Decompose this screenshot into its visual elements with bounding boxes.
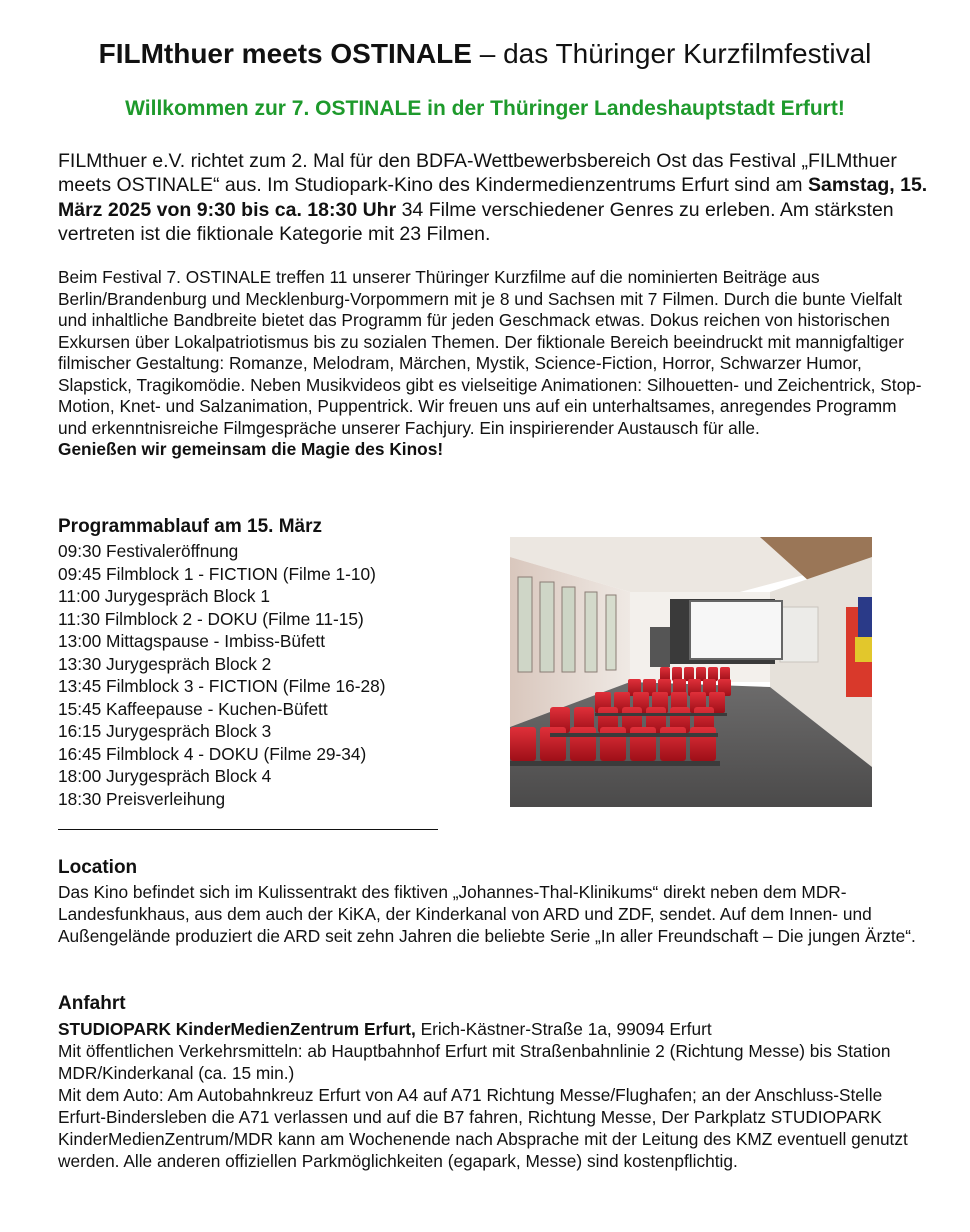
program-list bbox=[58, 540, 385, 810]
page-title bbox=[0, 38, 970, 70]
venue-address: Erich-Kästner-Straße 1a, 99094 Erfurt bbox=[415, 1019, 712, 1039]
program-item: 18:00 Jurygespräch Block 4 bbox=[58, 766, 272, 786]
intro-text-after: 34 Filme verschiedener Genres zu erleben. Am stärksten vertreten ist die fiktionale Kategorie mit 23 Filmen. bbox=[58, 198, 894, 245]
program-item: 13:30 Jurygespräch Block 2 bbox=[58, 653, 272, 674]
section-divider bbox=[58, 829, 438, 830]
venue-line bbox=[58, 1018, 928, 1040]
directions-heading: Anfahrt bbox=[58, 993, 126, 1014]
festival-paragraph bbox=[58, 267, 928, 461]
cinema-photo-illustration bbox=[510, 537, 872, 807]
festival-text: Beim Festival 7. OSTINALE treffen 11 unserer Thüringer Kurzfilme auf die nominierten Beiträge aus Berlin/Brandenburg und Mecklenburg-Vorpommern mit je 8 und Sachsen mit 7 Filmen. Durch die bunte Vielfalt und inhaltliche Bandbreite bietet das Programm für jeden Geschmack etwas. Dokus reichen von historischen Exkursen über Lokalpatriotismus bis zu sozialen Themen. Der fiktionale Bereich beeindruckt mit mannigfaltiger filmischer Gestaltung: Romanze, Melodram, Märchen, Mystik, Science-Fiction, Horror, Schwarzer Humor, Slapstick, Tragikomödie. Neben Musikvideos gibt es vielseitige Animationen: Silhouetten- und Zeichentrick, Stop-Motion, Knet- und Salzanimation, Puppentrick. Wir freuen uns auf ein unterhaltsames, anregendes Programm und erkenntnisreiche Filmgespräche unserer Fachjury. Ein inspirierender Austausch für alle. bbox=[58, 267, 922, 438]
program-item: 16:15 Jurygespräch Block 3 bbox=[58, 721, 272, 741]
intro-text-before: FILMthuer e.V. richtet zum 2. Mal für den BDFA-Wettbewerbsbereich Ost das Festival „FILMthuer meets OSTINALE“ aus. Im Studiopark-Kino des Kindermedienzentrums Erfurt sind am bbox=[58, 150, 897, 197]
page-subtitle: Willkommen zur 7. OSTINALE in der Thüringer Landeshauptstadt Erfurt! bbox=[125, 97, 845, 120]
location-paragraph: Das Kino befindet sich im Kulissentrakt des fiktiven „Johannes-Thal-Klinikums“ direkt neben dem MDR-Landesfunkhaus, aus dem auch der KiKA, der Kinderkanal von ARD und ZDF, sendet. Auf dem Innen- und Außengelände produziert die ARD seit zehn Jahren die beliebte Serie „In aller Freundschaft – Die jungen Ärzte“. bbox=[58, 882, 916, 946]
public-transport-text: Mit öffentlichen Verkehrsmitteln: ab Hauptbahnhof Erfurt mit Straßenbahnlinie 2 (Richtung Messe) bis Station MDR/Kinderkanal (ca. 15 min.) bbox=[58, 1041, 891, 1083]
cinema-photo bbox=[510, 537, 872, 807]
title-rest: – das Thüringer Kurzfilmfestival bbox=[471, 38, 872, 69]
program-item: 13:45 Filmblock 3 - FICTION (Filme 16-28) bbox=[58, 676, 386, 696]
program-item: 13:00 Mittagspause - Imbiss-Büfett bbox=[58, 631, 326, 651]
program-item: 11:30 Filmblock 2 - DOKU (Filme 11-15) bbox=[58, 608, 364, 629]
program-item: 11:00 Jurygespräch Block 1 bbox=[58, 586, 270, 606]
program-item: 18:30 Preisverleihung bbox=[58, 788, 226, 809]
program-heading: Programmablauf am 15. März bbox=[58, 516, 322, 537]
festival-closing: Genießen wir gemeinsam die Magie des Kinos! bbox=[58, 439, 444, 459]
program-item: 15:45 Kaffeepause - Kuchen-Büfett bbox=[58, 698, 328, 719]
location-heading: Location bbox=[58, 857, 138, 878]
program-item: 16:45 Filmblock 4 - DOKU (Filme 29-34) bbox=[58, 743, 367, 764]
intro-date-bold: Samstag, 15. März 2025 von 9:30 bis ca. 18:30 Uhr bbox=[58, 174, 928, 221]
car-directions-text: Mit dem Auto: Am Autobahnkreuz Erfurt von A4 auf A71 Richtung Messe/Flughafen; an der Anschluss-Stelle Erfurt-Bindersleben die A71 verlassen und auf die B7 fahren, Richtung Messe, Der Parkplatz STUDIOPARK KinderMedienZentrum/MDR kann am Wochenende nach Absprache mit der Leitung des KMZ eventuell genutzt werden. Alle anderen offiziellen Parkmöglichkeiten (egapark, Messe) sind kostenpflichtig. bbox=[58, 1085, 908, 1171]
venue-name: STUDIOPARK KinderMedienZentrum Erfurt, bbox=[58, 1019, 416, 1039]
title-bold: FILMthuer meets OSTINALE bbox=[98, 38, 472, 69]
directions-block bbox=[58, 1018, 928, 1172]
program-item: 09:30 Festivaleröffnung bbox=[58, 541, 239, 561]
program-item: 09:45 Filmblock 1 - FICTION (Filme 1-10) bbox=[58, 563, 376, 584]
intro-paragraph bbox=[58, 149, 928, 246]
